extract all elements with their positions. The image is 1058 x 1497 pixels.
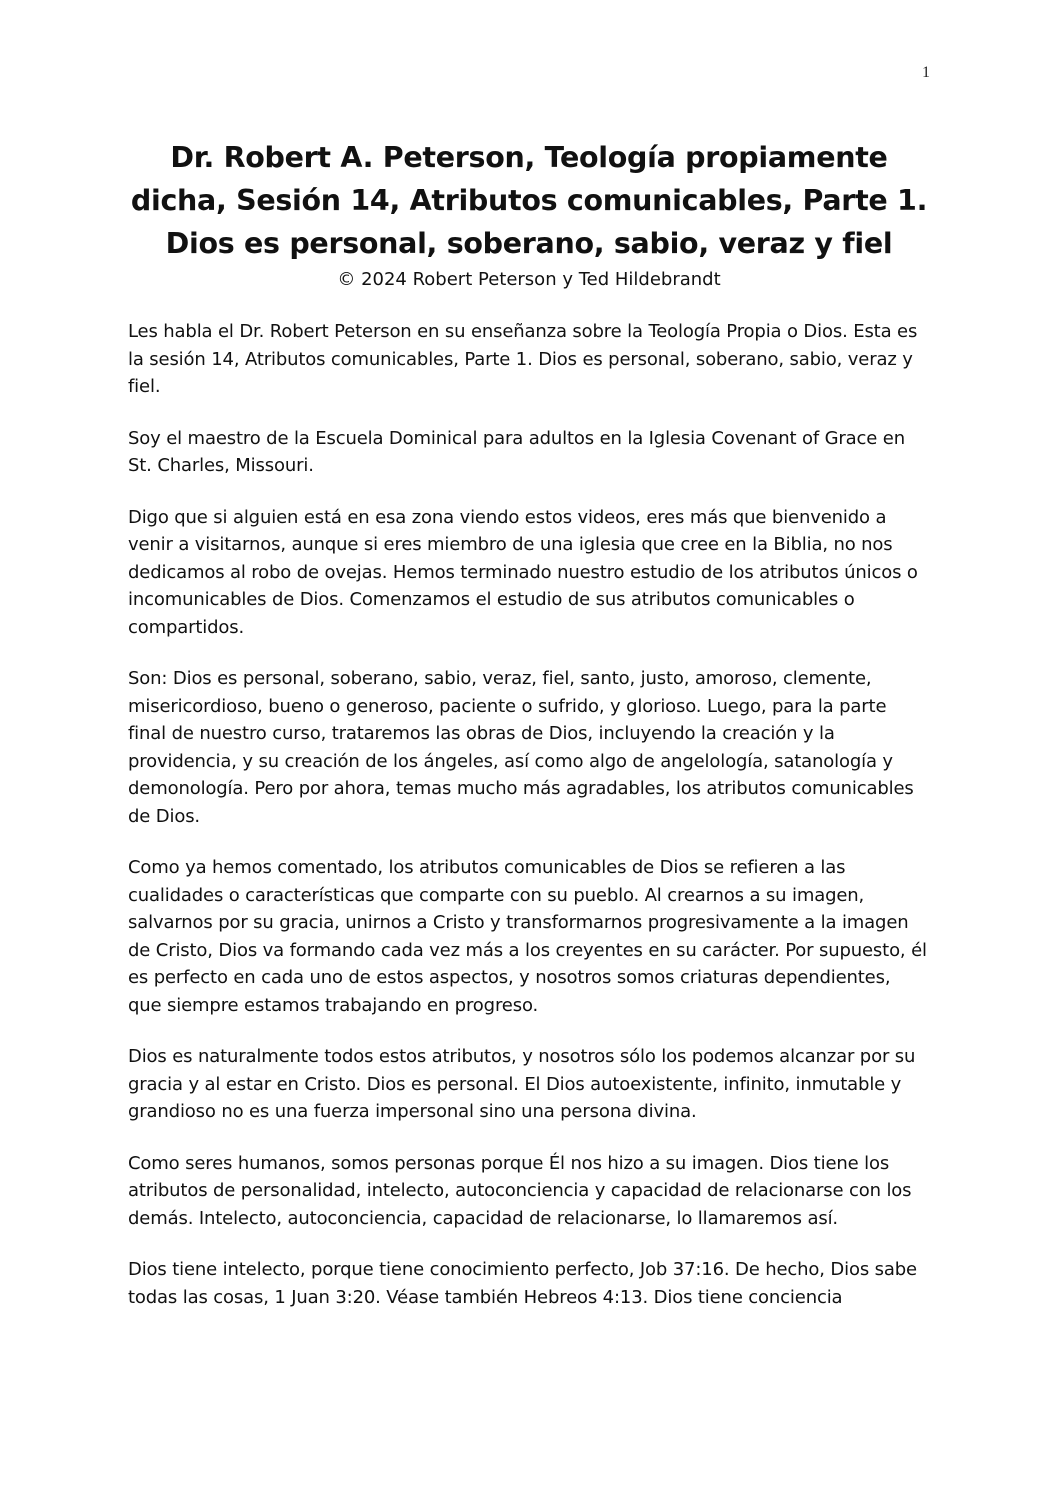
paragraph: Dios es naturalmente todos estos atributos, y nosotros sólo los podemos alcanzar por su gracia y al estar en Cristo. Dios es personal. El Dios autoexistente, infinito, inmutable y grandioso no es una fuerza impersonal sino una persona divina. (128, 1046, 916, 1122)
title-line: Dios es personal, soberano, sabio, veraz y fiel (165, 227, 893, 260)
title-line: dicha, Sesión 14, Atributos comunicables, Parte 1. (130, 184, 928, 217)
paragraph: Les habla el Dr. Robert Peterson en su enseñanza sobre la Teología Propia o Dios. Esta es la sesión 14, Atributos comunicables, Parte 1. Dios es personal, soberano, sabio, veraz y fiel. (128, 321, 918, 397)
paragraph: Digo que si alguien está en esa zona viendo estos videos, eres más que bienvenido a venir a visitarnos, aunque si eres miembro de una iglesia que cree en la Biblia, no nos dedicamos al robo de ovejas. Hemos terminado nuestro estudio de los atributos únicos o incomunicables de Dios. Comenzamos el estudio de sus atributos comunicables o compartidos. (128, 506, 918, 638)
paragraph: Son: Dios es personal, soberano, sabio, veraz, fiel, santo, justo, amoroso, clemente, misericordioso, bueno o generoso, paciente o sufrido, y glorioso. Luego, para la parte final de nuestro curso, trataremos las obras de Dios, incluyendo la creación y la providencia, y su creación de los ángeles, así como algo de angelología, satanología y demonología. Pero por ahora, temas mucho más agradables, los atributos comunicables de Dios. (128, 668, 914, 827)
title-block (100, 136, 958, 291)
paragraph: Como seres humanos, somos personas porque Él nos hizo a su imagen. Dios tiene los atributos de personalidad, intelecto, autoconciencia y capacidad de relacionarse con los demás. Intelecto, autoconciencia, capacidad de relacionarse, lo llamaremos así. (128, 1152, 912, 1229)
paragraph: Como ya hemos comentado, los atributos comunicables de Dios se refieren a las cualidades o características que comparte con su pueblo. Al crearnos a su imagen, salvarnos por su gracia, unirnos a Cristo y transformarnos progresivamente a la imagen de Cristo, Dios va formando cada vez más a los creyentes en su carácter. Por supuesto, él es perfecto en cada uno de estos aspectos, y nosotros somos criaturas dependientes, que siempre estamos trabajando en progreso. (128, 857, 927, 1016)
page-number: 1 (922, 64, 930, 81)
paragraph: Soy el maestro de la Escuela Dominical para adultos en la Iglesia Covenant of Grace en St. Charles, Missouri. (128, 427, 905, 476)
title-line: Dr. Robert A. Peterson, Teología propiamente (170, 141, 888, 174)
body-text (128, 318, 928, 1335)
paragraph: Dios tiene intelecto, porque tiene conocimiento perfecto, Job 37:16. De hecho, Dios sabe todas las cosas, 1 Juan 3:20. Véase también Hebreos 4:13. Dios tiene conciencia (128, 1259, 917, 1308)
copyright-line: © 2024 Robert Peterson y Ted Hildebrandt (337, 269, 721, 290)
document-title (100, 136, 958, 265)
